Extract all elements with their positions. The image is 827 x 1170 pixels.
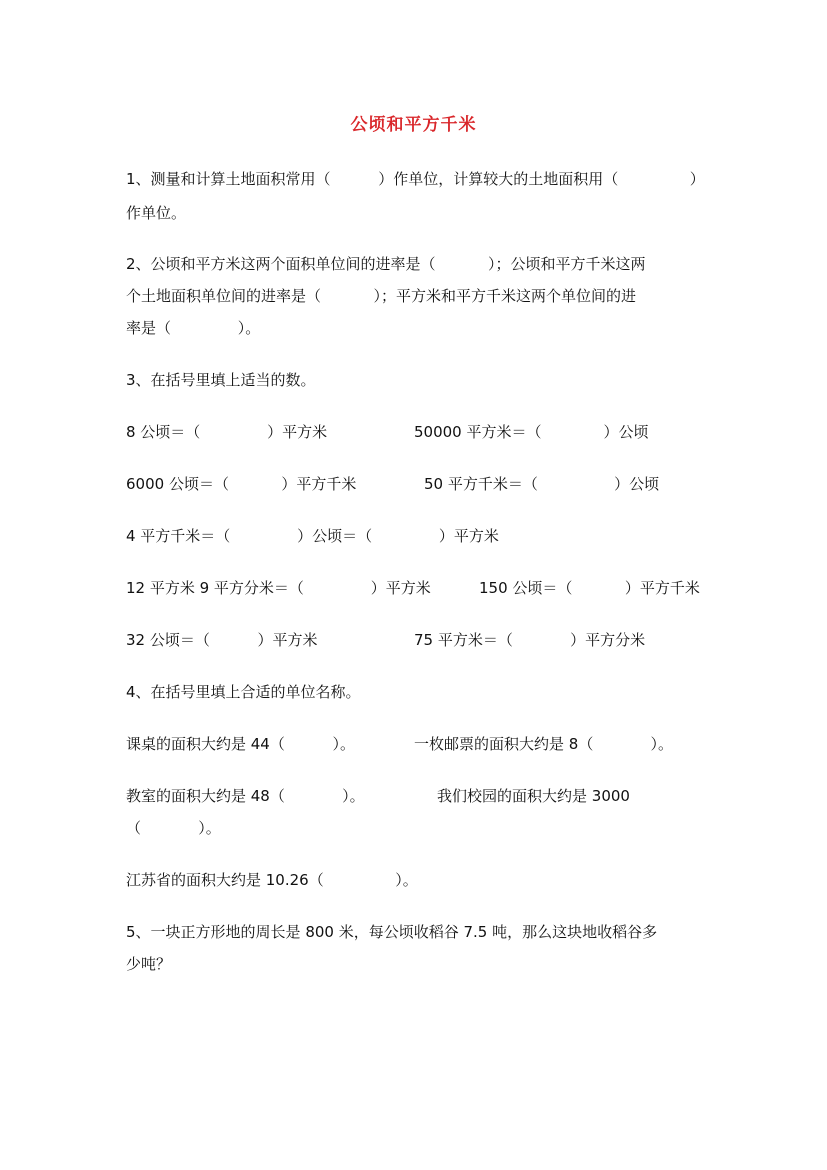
q4-row4: 江苏省的面积大约是 10.26（ ）。 — [126, 871, 418, 889]
q3-row4-left: 12 平方米 9 平方分米＝（ ）平方米 — [126, 579, 431, 597]
q2-line-2: 个土地面积单位间的进率是（ ）；平方米和平方千米这两个单位间的进 — [126, 287, 636, 305]
q2-line-1: 2、公顷和平方米这两个面积单位间的进率是（ ）；公顷和平方千米这两 — [126, 255, 646, 273]
q1-line-1: 1、测量和计算土地面积常用（ ）作单位，计算较大的土地面积用（ ） — [126, 170, 705, 188]
q3-row4-right: 150 公顷＝（ ）平方千米 — [479, 579, 700, 597]
q4-row2-right: 我们校园的面积大约是 3000 — [437, 787, 630, 805]
q4-heading: 4、在括号里填上合适的单位名称。 — [126, 683, 361, 701]
q3-row5-right: 75 平方米＝（ ）平方分米 — [414, 631, 646, 649]
q5-line-2: 少吨？ — [126, 955, 172, 973]
q2-line-3: 率是（ ）。 — [126, 319, 261, 337]
q3-row1-right: 50000 平方米＝（ ）公顷 — [414, 423, 649, 441]
q3-row3: 4 平方千米＝（ ）公顷＝（ ）平方米 — [126, 527, 499, 545]
q4-row3: （ ）。 — [126, 819, 221, 837]
q4-row1-left: 课桌的面积大约是 44（ ）。 — [126, 735, 356, 753]
page-title: 公顷和平方千米 — [350, 115, 477, 135]
q3-row2-right: 50 平方千米＝（ ）公顷 — [424, 475, 660, 493]
q3-row2-left: 6000 公顷＝（ ）平方千米 — [126, 475, 357, 493]
q3-heading: 3、在括号里填上适当的数。 — [126, 371, 316, 389]
q4-row2-left: 教室的面积大约是 48（ ）。 — [126, 787, 365, 805]
q3-row1-left: 8 公顷＝（ ）平方米 — [126, 423, 328, 441]
q1-line-2: 作单位。 — [126, 204, 187, 222]
q4-row1-right: 一枚邮票的面积大约是 8（ ）。 — [414, 735, 674, 753]
q3-row5-left: 32 公顷＝（ ）平方米 — [126, 631, 318, 649]
q5-line-1: 5、一块正方形地的周长是 800 米，每公顷收稻谷 7.5 吨，那么这块地收稻谷多 — [126, 923, 658, 941]
